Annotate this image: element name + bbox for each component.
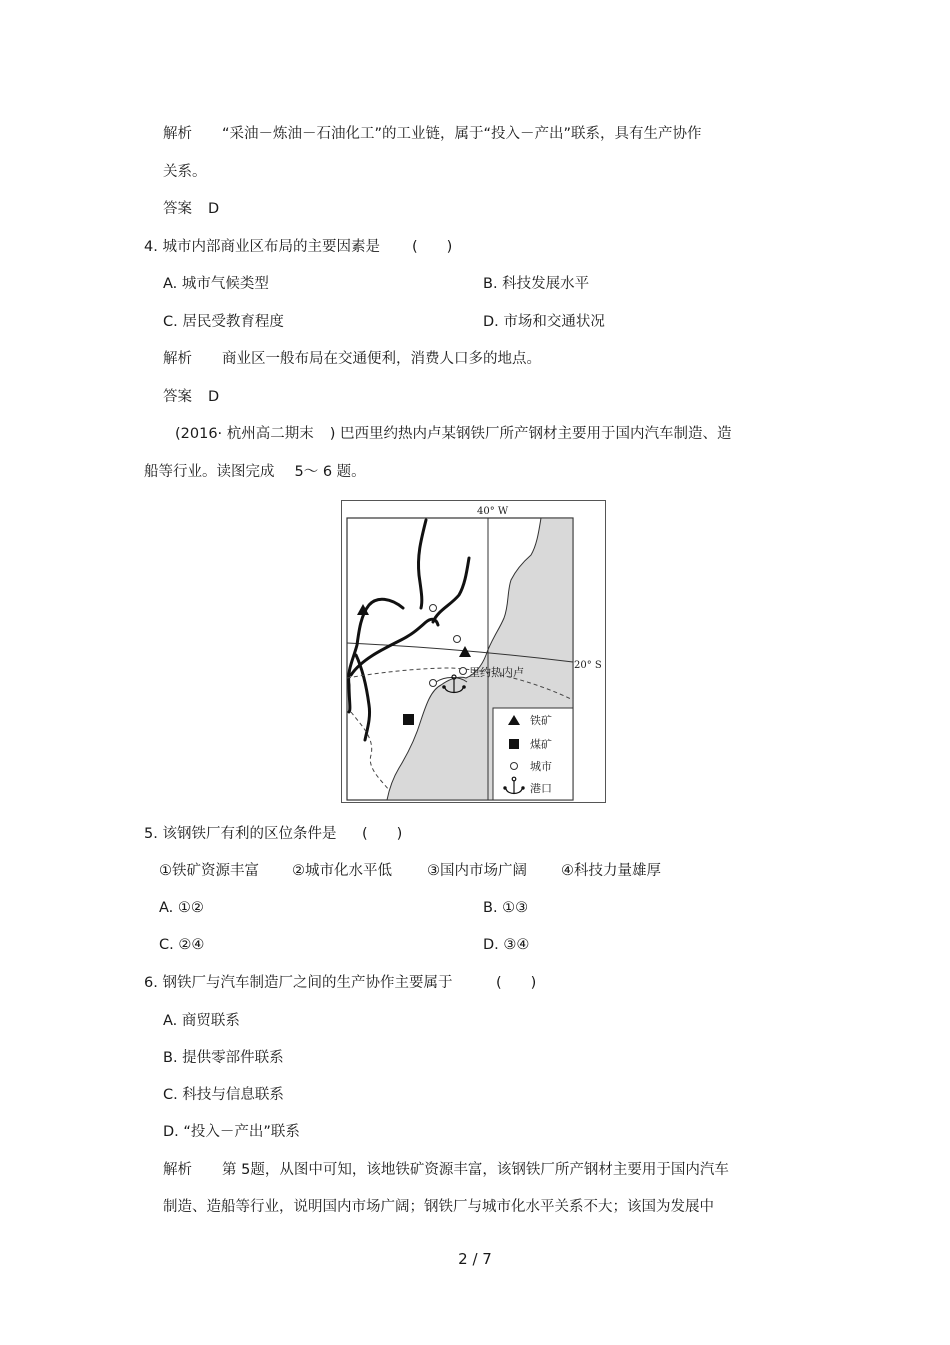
q4-stem: 4. 城市内部商业区布局的主要因素是 xyxy=(144,239,380,255)
q6-stem: 6. 钢铁厂与汽车制造厂之间的生产协作主要属于 xyxy=(144,975,453,991)
q4-analysis xyxy=(163,349,541,369)
q6-option-b: B. 提供零部件联系 xyxy=(163,1050,284,1066)
q6-option-d: D. “投入－产出”联系 xyxy=(163,1124,300,1140)
page-number: 2 / 7 xyxy=(458,1250,492,1268)
q3-analysis-line1 xyxy=(163,124,702,144)
q4-option-d: D. 市场和交通状况 xyxy=(483,314,605,330)
q4-analysis-text: 商业区一般布局在交通便利，消费人口多的地点。 xyxy=(222,351,541,367)
q6-option-a: A. 商贸联系 xyxy=(163,1013,240,1029)
rio-label: 里约热内卢 xyxy=(469,666,524,679)
legend-iron-label: 铁矿 xyxy=(530,714,552,727)
q4-option-c: C. 居民受教育程度 xyxy=(163,314,284,330)
coal-mine-marker xyxy=(403,714,414,725)
q3-answer xyxy=(163,199,219,219)
q4-option-b: B. 科技发展水平 xyxy=(483,276,590,292)
q6-analysis-label: 解析 xyxy=(163,1162,192,1178)
brazil-southeast-map xyxy=(341,500,606,803)
q5-statement-4: ④科技力量雄厚 xyxy=(561,863,661,879)
longitude-label: 40° W xyxy=(477,506,509,517)
legend-coal-label: 煤矿 xyxy=(530,738,552,751)
q4-analysis-label: 解析 xyxy=(163,351,192,367)
q5-option-d: D. ③④ xyxy=(483,937,530,953)
intro-line2: 船等行业。读图完成 5～ 6 题。 xyxy=(144,464,366,480)
q4-answer-value: D xyxy=(208,389,220,405)
intro-source: (2016· 杭州高二期末 xyxy=(175,426,314,442)
legend-city-icon xyxy=(511,763,518,770)
q3-answer-label: 答案 xyxy=(163,201,192,217)
q5-option-a: A. ①② xyxy=(159,900,204,916)
q6-analysis-line1 xyxy=(163,1160,729,1180)
q4-answer xyxy=(163,387,219,407)
legend-city-label: 城市 xyxy=(530,760,552,773)
q3-analysis-label: 解析 xyxy=(163,126,192,142)
q3-answer-value: D xyxy=(208,201,220,217)
legend-port-label: 港口 xyxy=(530,782,552,795)
q6-analysis-line2: 制造、造船等行业，说明国内市场广阔；钢铁厂与城市化水平关系不大；该国为发展中 xyxy=(163,1199,714,1215)
city-marker-1 xyxy=(430,605,437,612)
q6-analysis-text: 第 5题，从图中可知，该地铁矿资源丰富，该钢铁厂所产钢材主要用于国内汽车 xyxy=(222,1162,729,1178)
q6-paren: ( ) xyxy=(496,975,537,991)
city-marker-2 xyxy=(454,636,461,643)
legend-coal-icon xyxy=(509,739,519,749)
q5-stem: 5. 该钢铁厂有利的区位条件是 xyxy=(144,826,337,842)
q5-option-c: C. ②④ xyxy=(159,937,205,953)
intro-text: ) 巴西里约热内卢某钢铁厂所产钢材主要用于国内汽车制造、造 xyxy=(329,426,732,442)
intro-line1 xyxy=(175,424,732,444)
q4-answer-label: 答案 xyxy=(163,389,192,405)
q5-paren: ( ) xyxy=(362,826,403,842)
q4-option-a: A. 城市气候类型 xyxy=(163,276,269,292)
q6-option-c: C. 科技与信息联系 xyxy=(163,1087,284,1103)
q4-paren: ( ) xyxy=(412,239,453,255)
q5-statement-2: ②城市化水平低 xyxy=(292,863,392,879)
q5-statement-3: ③国内市场广阔 xyxy=(427,863,527,879)
q3-analysis-text: “采油－炼油－石油化工”的工业链，属于“投入－产出”联系，具有生产协作 xyxy=(222,126,702,142)
city-marker-rio xyxy=(460,668,467,675)
q5-option-b: B. ①③ xyxy=(483,900,529,916)
latitude-label: 20° S xyxy=(574,660,602,671)
q3-analysis-line2: 关系。 xyxy=(163,164,207,180)
city-marker-4 xyxy=(430,680,437,687)
q5-statement-1: ①铁矿资源丰富 xyxy=(159,863,259,879)
